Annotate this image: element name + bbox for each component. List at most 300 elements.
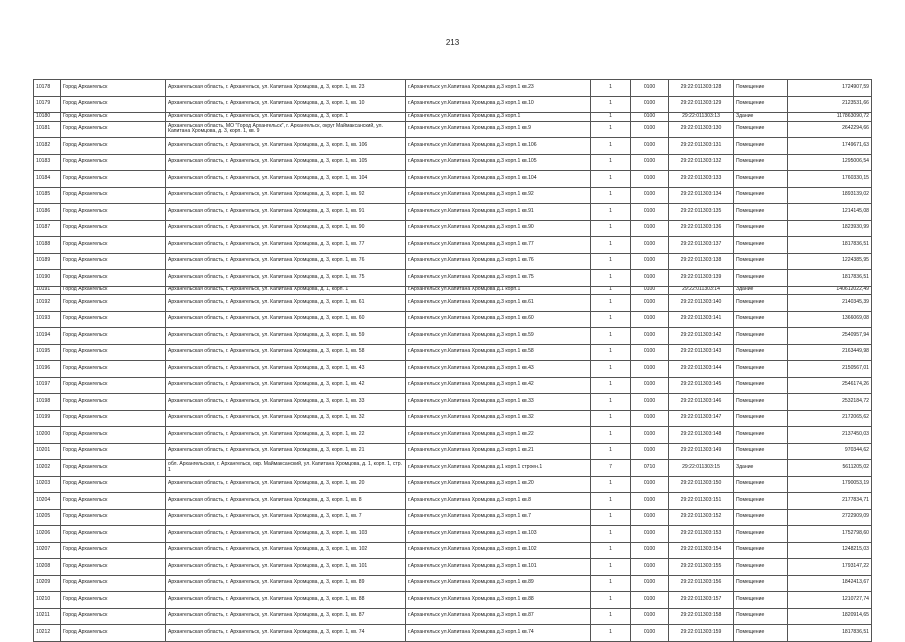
municipality-cell: Город Архангельск — [61, 311, 166, 328]
municipality-cell: Город Архангельск — [61, 253, 166, 270]
row-id-cell: 10194 — [34, 328, 61, 345]
cadastral-value-cell: 2546174,26 — [788, 377, 872, 394]
short-address-cell: г.Архангельск ул.Капитана Хромцова д.3 корп.1 кв.59 — [406, 328, 591, 345]
object-type-cell: Здание — [734, 286, 788, 295]
object-type-cell: Помещение — [734, 526, 788, 543]
full-address-cell: Архангельская область, г. Архангельск, ул. Капитана Хромцова, д. 3, корп. 1, кв. 43 — [166, 361, 406, 378]
table-row — [34, 270, 872, 287]
object-type-cell: Помещение — [734, 121, 788, 138]
quantity-cell: 1 — [591, 542, 631, 559]
quantity-cell: 1 — [591, 394, 631, 411]
cadastral-value-cell: 1248215,03 — [788, 542, 872, 559]
object-type-cell: Помещение — [734, 96, 788, 113]
short-address-cell: г.Архангельск ул.Капитана Хромцова д.3 корп.1 кв.103 — [406, 526, 591, 543]
full-address-cell: Архангельская область, г. Архангельск, ул. Капитана Хромцова, д. 3, корп. 1, кв. 22 — [166, 427, 406, 444]
cadastral-value-cell: 2540957,94 — [788, 328, 872, 345]
table-row — [34, 443, 872, 460]
row-id-cell: 10195 — [34, 344, 61, 361]
municipality-cell: Город Архангельск — [61, 509, 166, 526]
row-id-cell: 10186 — [34, 204, 61, 221]
full-address-cell: Архангельская область, г. Архангельск, ул. Капитана Хромцова, д. 3, корп. 1, кв. 32 — [166, 410, 406, 427]
full-address-cell: обл. Архангельская, г. Архангельск, окр. Маймаксанский, ул. Капитана Хромцова, д. 1, корп. 1, стр. 1 — [166, 460, 406, 477]
short-address-cell: г.Архангельск ул.Капитана Хромцова д.3 корп.1 кв.43 — [406, 361, 591, 378]
object-type-cell: Помещение — [734, 344, 788, 361]
short-address-cell: г.Архангельск ул.Капитана Хромцова д.3 корп.1 кв.77 — [406, 237, 591, 254]
object-type-cell: Помещение — [734, 559, 788, 576]
cadastral-value-cell: 117863090,72 — [788, 113, 872, 122]
municipality-cell: Город Архангельск — [61, 154, 166, 171]
cadastral-value-cell: 1295006,54 — [788, 154, 872, 171]
quantity-cell: 1 — [591, 526, 631, 543]
object-type-cell: Помещение — [734, 270, 788, 287]
code-cell: 0100 — [631, 625, 669, 642]
short-address-cell: г.Архангельск ул.Капитана Хромцова д.3 корп.1 кв.102 — [406, 542, 591, 559]
quantity-cell: 1 — [591, 121, 631, 138]
object-type-cell: Помещение — [734, 171, 788, 188]
cadastral-value-cell: 1210727,74 — [788, 592, 872, 609]
short-address-cell: г.Архангельск ул.Капитана Хромцова д.3 корп.1 кв.32 — [406, 410, 591, 427]
quantity-cell: 1 — [591, 509, 631, 526]
short-address-cell: г.Архангельск ул.Капитана Хромцова д.3 корп.1 кв.87 — [406, 608, 591, 625]
table-row — [34, 526, 872, 543]
full-address-cell: Архангельская область, г. Архангельск, ул. Капитана Хромцова, д. 3, корп. 1, кв. 76 — [166, 253, 406, 270]
row-id-cell: 10197 — [34, 377, 61, 394]
code-cell: 0100 — [631, 138, 669, 155]
row-id-cell: 10209 — [34, 575, 61, 592]
cadastral-value-cell: 2532184,72 — [788, 394, 872, 411]
code-cell: 0100 — [631, 121, 669, 138]
cadastral-number-cell: 29:22:011303:15 — [669, 460, 734, 477]
cadastral-number-cell: 29:22:011303:157 — [669, 592, 734, 609]
full-address-cell: Архангельская область, г. Архангельск, ул. Капитана Хромцова, д. 3, корп. 1, кв. 59 — [166, 328, 406, 345]
cadastral-value-cell: 1214145,08 — [788, 204, 872, 221]
row-id-cell: 10198 — [34, 394, 61, 411]
row-id-cell: 10180 — [34, 113, 61, 122]
quantity-cell: 1 — [591, 493, 631, 510]
cadastral-value-cell: 1823930,99 — [788, 220, 872, 237]
cadastral-value-cell: 2123531,66 — [788, 96, 872, 113]
code-cell: 0100 — [631, 377, 669, 394]
full-address-cell: Архангельская область, г. Архангельск, ул. Капитана Хромцова, д. 3, корп. 1, кв. 75 — [166, 270, 406, 287]
full-address-cell: Архангельская область, г. Архангельск, ул. Капитана Хромцова, д. 3, корп. 1, кв. 104 — [166, 171, 406, 188]
cadastral-number-cell: 29:22:011303:131 — [669, 138, 734, 155]
code-cell: 0100 — [631, 253, 669, 270]
table-row — [34, 427, 872, 444]
code-cell: 0100 — [631, 311, 669, 328]
full-address-cell: Архангельская область, г. Архангельск, ул. Капитана Хромцова, д. 3, корп. 1, кв. 89 — [166, 575, 406, 592]
municipality-cell: Город Архангельск — [61, 361, 166, 378]
short-address-cell: г.Архангельск ул.Капитана Хромцова д.1 корп.1 строен.1 — [406, 460, 591, 477]
table-row — [34, 559, 872, 576]
cadastral-value-cell: 2177834,71 — [788, 493, 872, 510]
full-address-cell: Архангельская область, г. Архангельск, ул. Капитана Хромцова, д. 3, корп. 1, кв. 7 — [166, 509, 406, 526]
short-address-cell: г.Архангельск ул.Капитана Хромцова д.3 корп.1 кв.74 — [406, 625, 591, 642]
object-type-cell: Помещение — [734, 493, 788, 510]
cadastral-number-cell: 29:22:011303:137 — [669, 237, 734, 254]
code-cell: 0100 — [631, 80, 669, 97]
code-cell: 0100 — [631, 220, 669, 237]
table-row — [34, 509, 872, 526]
full-address-cell: Архангельская область, г. Архангельск, ул. Капитана Хромцова, д. 3, корп. 1, кв. 23 — [166, 80, 406, 97]
cadastral-number-cell: 29:22:011303:139 — [669, 270, 734, 287]
table-row — [34, 80, 872, 97]
object-type-cell: Здание — [734, 460, 788, 477]
municipality-cell: Город Архангельск — [61, 204, 166, 221]
quantity-cell: 1 — [591, 575, 631, 592]
code-cell: 0100 — [631, 542, 669, 559]
row-id-cell: 10189 — [34, 253, 61, 270]
short-address-cell: г.Архангельск ул.Капитана Хромцова д.3 корп.1 кв.91 — [406, 204, 591, 221]
short-address-cell: г.Архангельск ул.Капитана Хромцова д.3 корп.1 кв.21 — [406, 443, 591, 460]
full-address-cell: Архангельская область, г. Архангельск, ул. Капитана Хромцова, д. 3, корп. 1, кв. 91 — [166, 204, 406, 221]
registry-table — [33, 79, 872, 642]
municipality-cell: Город Архангельск — [61, 270, 166, 287]
registry-rows — [34, 80, 872, 642]
cadastral-value-cell: 970344,62 — [788, 443, 872, 460]
cadastral-number-cell: 29:22:011303:13 — [669, 113, 734, 122]
row-id-cell: 10183 — [34, 154, 61, 171]
cadastral-number-cell: 29:22:011303:132 — [669, 154, 734, 171]
short-address-cell: г.Архангельск ул.Капитана Хромцова д.3 корп.1 кв.89 — [406, 575, 591, 592]
short-address-cell: г.Архангельск ул.Капитана Хромцова д.3 корп.1 кв.75 — [406, 270, 591, 287]
object-type-cell: Помещение — [734, 138, 788, 155]
table-row — [34, 138, 872, 155]
code-cell: 0100 — [631, 204, 669, 221]
cadastral-number-cell: 29:22:011303:152 — [669, 509, 734, 526]
table-row — [34, 220, 872, 237]
municipality-cell: Город Архангельск — [61, 96, 166, 113]
row-id-cell: 10200 — [34, 427, 61, 444]
object-type-cell: Помещение — [734, 377, 788, 394]
full-address-cell: Архангельская область, г. Архангельск, ул. Капитана Хромцова, д. 3, корп. 1, кв. 58 — [166, 344, 406, 361]
full-address-cell: Архангельская область, г. Архангельск, ул. Капитана Хромцова, д. 3, корп. 1, кв. 60 — [166, 311, 406, 328]
quantity-cell: 1 — [591, 625, 631, 642]
short-address-cell: г.Архангельск ул.Капитана Хромцова д.3 корп.1 кв.42 — [406, 377, 591, 394]
cadastral-value-cell: 1760330,15 — [788, 171, 872, 188]
full-address-cell: Архангельская область, г. Архангельск, ул. Капитана Хромцова, д. 3, корп. 1, кв. 8 — [166, 493, 406, 510]
row-id-cell: 10190 — [34, 270, 61, 287]
cadastral-number-cell: 29:22:011303:144 — [669, 361, 734, 378]
table-row — [34, 187, 872, 204]
cadastral-number-cell: 29:22:011303:147 — [669, 410, 734, 427]
cadastral-value-cell: 1817836,51 — [788, 625, 872, 642]
cadastral-value-cell: 5611205,02 — [788, 460, 872, 477]
table-row — [34, 575, 872, 592]
municipality-cell: Город Архангельск — [61, 171, 166, 188]
cadastral-number-cell: 29:22:011303:134 — [669, 187, 734, 204]
cadastral-number-cell: 29:22:011303:130 — [669, 121, 734, 138]
code-cell: 0100 — [631, 361, 669, 378]
full-address-cell: Архангельская область, г. Архангельск, ул. Капитана Хромцова, д. 1, корп. 1 — [166, 286, 406, 295]
cadastral-number-cell: 29:22:011303:145 — [669, 377, 734, 394]
object-type-cell: Помещение — [734, 187, 788, 204]
municipality-cell: Город Архангельск — [61, 575, 166, 592]
municipality-cell: Город Архангельск — [61, 237, 166, 254]
row-id-cell: 10182 — [34, 138, 61, 155]
row-id-cell: 10191 — [34, 286, 61, 295]
object-type-cell: Помещение — [734, 608, 788, 625]
municipality-cell: Город Архангельск — [61, 608, 166, 625]
table-row — [34, 237, 872, 254]
quantity-cell: 1 — [591, 80, 631, 97]
code-cell: 0100 — [631, 410, 669, 427]
short-address-cell: г.Архангельск ул.Капитана Хромцова д.3 корп.1 кв.10 — [406, 96, 591, 113]
cadastral-value-cell: 1793147,22 — [788, 559, 872, 576]
quantity-cell: 1 — [591, 138, 631, 155]
quantity-cell: 1 — [591, 311, 631, 328]
short-address-cell: г.Архангельск ул.Капитана Хромцова д.3 корп.1 кв.92 — [406, 187, 591, 204]
short-address-cell: г.Архангельск ул.Капитана Хромцова д.3 корп.1 кв.22 — [406, 427, 591, 444]
cadastral-number-cell: 29:22:011303:153 — [669, 526, 734, 543]
object-type-cell: Помещение — [734, 443, 788, 460]
table-row — [34, 154, 872, 171]
table-row — [34, 625, 872, 642]
short-address-cell: г.Архангельск ул.Капитана Хромцова д.3 корп.1 кв.58 — [406, 344, 591, 361]
cadastral-number-cell: 29:22:011303:129 — [669, 96, 734, 113]
quantity-cell: 1 — [591, 608, 631, 625]
municipality-cell: Город Архангельск — [61, 625, 166, 642]
municipality-cell: Город Архангельск — [61, 542, 166, 559]
short-address-cell: г.Архангельск ул.Капитана Хромцова д.3 корп.1 кв.23 — [406, 80, 591, 97]
object-type-cell: Помещение — [734, 328, 788, 345]
code-cell: 0100 — [631, 394, 669, 411]
short-address-cell: г.Архангельск ул.Капитана Хромцова д.3 корп.1 кв.60 — [406, 311, 591, 328]
object-type-cell: Помещение — [734, 427, 788, 444]
table-row — [34, 410, 872, 427]
code-cell: 0100 — [631, 493, 669, 510]
short-address-cell: г.Архангельск ул.Капитана Хромцова д.3 корп.1 кв.76 — [406, 253, 591, 270]
full-address-cell: Архангельская область, г. Архангельск, ул. Капитана Хромцова, д. 3, корп. 1, кв. 21 — [166, 443, 406, 460]
cadastral-number-cell: 29:22:011303:146 — [669, 394, 734, 411]
table-row — [34, 311, 872, 328]
full-address-cell: Архангельская область, г. Архангельск, ул. Капитана Хромцова, д. 3, корп. 1, кв. 103 — [166, 526, 406, 543]
municipality-cell: Город Архангельск — [61, 394, 166, 411]
row-id-cell: 10204 — [34, 493, 61, 510]
row-id-cell: 10211 — [34, 608, 61, 625]
code-cell: 0100 — [631, 526, 669, 543]
table-row — [34, 121, 872, 138]
municipality-cell: Город Архангельск — [61, 113, 166, 122]
full-address-cell: Архангельская область, г. Архангельск, ул. Капитана Хромцова, д. 3, корп. 1, кв. 61 — [166, 295, 406, 312]
object-type-cell: Помещение — [734, 80, 788, 97]
object-type-cell: Помещение — [734, 575, 788, 592]
short-address-cell: г.Архангельск ул.Капитана Хромцова д.3 корп.1 кв.105 — [406, 154, 591, 171]
table-row — [34, 253, 872, 270]
table-row — [34, 113, 872, 122]
row-id-cell: 10206 — [34, 526, 61, 543]
table-row — [34, 460, 872, 477]
row-id-cell: 10196 — [34, 361, 61, 378]
full-address-cell: Архангельская область, г. Архангельск, ул. Капитана Хромцова, д. 3, корп. 1, кв. 90 — [166, 220, 406, 237]
short-address-cell: г.Архангельск ул.Капитана Хромцова д.3 корп.1 — [406, 113, 591, 122]
full-address-cell: Архангельская область, г. Архангельск, ул. Капитана Хромцова, д. 3, корп. 1, кв. 42 — [166, 377, 406, 394]
table-row — [34, 96, 872, 113]
page-number: 213 — [445, 38, 460, 47]
code-cell: 0100 — [631, 509, 669, 526]
code-cell: 0100 — [631, 592, 669, 609]
row-id-cell: 10199 — [34, 410, 61, 427]
code-cell: 0100 — [631, 171, 669, 188]
short-address-cell: г.Архангельск ул.Капитана Хромцова д.3 корп.1 кв.101 — [406, 559, 591, 576]
quantity-cell: 1 — [591, 443, 631, 460]
municipality-cell: Город Архангельск — [61, 493, 166, 510]
short-address-cell: г.Архангельск ул.Капитана Хромцова д.3 корп.1 кв.20 — [406, 476, 591, 493]
municipality-cell: Город Архангельск — [61, 476, 166, 493]
full-address-cell: Архангельская область, г. Архангельск, ул. Капитана Хромцова, д. 3, корп. 1, кв. 87 — [166, 608, 406, 625]
cadastral-value-cell: 2137450,03 — [788, 427, 872, 444]
row-id-cell: 10181 — [34, 121, 61, 138]
short-address-cell: г.Архангельск ул.Капитана Хромцова д.3 корп.1 кв.8 — [406, 493, 591, 510]
cadastral-value-cell: 1817836,51 — [788, 270, 872, 287]
row-id-cell: 10185 — [34, 187, 61, 204]
code-cell: 0100 — [631, 476, 669, 493]
full-address-cell: Архангельская область, МО "Город Архангельск", г. Архангельск, округ Маймаксанский, ул. Капитана Хромцова, д. 3, корп. 1, кв. 9 — [166, 121, 406, 138]
code-cell: 0100 — [631, 113, 669, 122]
full-address-cell: Архангельская область, г. Архангельск, ул. Капитана Хромцова, д. 3, корп. 1, кв. 102 — [166, 542, 406, 559]
row-id-cell: 10192 — [34, 295, 61, 312]
cadastral-value-cell: 2172065,62 — [788, 410, 872, 427]
object-type-cell: Помещение — [734, 237, 788, 254]
municipality-cell: Город Архангельск — [61, 377, 166, 394]
object-type-cell: Помещение — [734, 204, 788, 221]
code-cell: 0100 — [631, 344, 669, 361]
code-cell: 0100 — [631, 237, 669, 254]
cadastral-value-cell: 2722909,09 — [788, 509, 872, 526]
cadastral-number-cell: 29:22:011303:158 — [669, 608, 734, 625]
cadastral-value-cell: 2140345,39 — [788, 295, 872, 312]
full-address-cell: Архангельская область, г. Архангельск, ул. Капитана Хромцова, д. 3, корп. 1, кв. 92 — [166, 187, 406, 204]
cadastral-number-cell: 29:22:011303:141 — [669, 311, 734, 328]
cadastral-number-cell: 29:22:011303:156 — [669, 575, 734, 592]
cadastral-value-cell: 1790053,19 — [788, 476, 872, 493]
cadastral-value-cell: 2642294,66 — [788, 121, 872, 138]
full-address-cell: Архангельская область, г. Архангельск, ул. Капитана Хромцова, д. 3, корп. 1, кв. 33 — [166, 394, 406, 411]
quantity-cell: 1 — [591, 154, 631, 171]
cadastral-value-cell: 1724907,59 — [788, 80, 872, 97]
row-id-cell: 10193 — [34, 311, 61, 328]
municipality-cell: Город Архангельск — [61, 427, 166, 444]
object-type-cell: Помещение — [734, 592, 788, 609]
cadastral-number-cell: 29:22:011303:140 — [669, 295, 734, 312]
cadastral-value-cell: 1842413,67 — [788, 575, 872, 592]
short-address-cell: г.Архангельск ул.Капитана Хромцова д.3 корп.1 кв.33 — [406, 394, 591, 411]
cadastral-value-cell: 140612022,49 — [788, 286, 872, 295]
cadastral-number-cell: 29:22:011303:154 — [669, 542, 734, 559]
row-id-cell: 10203 — [34, 476, 61, 493]
quantity-cell: 1 — [591, 171, 631, 188]
quantity-cell: 1 — [591, 427, 631, 444]
table-row — [34, 171, 872, 188]
municipality-cell: Город Архангельск — [61, 286, 166, 295]
code-cell: 0100 — [631, 328, 669, 345]
quantity-cell: 1 — [591, 253, 631, 270]
row-id-cell: 10188 — [34, 237, 61, 254]
municipality-cell: Город Архангельск — [61, 295, 166, 312]
quantity-cell: 1 — [591, 295, 631, 312]
short-address-cell: г.Архангельск ул.Капитана Хромцова д.3 корп.1 кв.88 — [406, 592, 591, 609]
code-cell: 0100 — [631, 427, 669, 444]
table-row — [34, 295, 872, 312]
quantity-cell: 7 — [591, 460, 631, 477]
cadastral-number-cell: 29:22:011303:135 — [669, 204, 734, 221]
code-cell: 0710 — [631, 460, 669, 477]
municipality-cell: Город Архангельск — [61, 559, 166, 576]
code-cell: 0100 — [631, 608, 669, 625]
full-address-cell: Архангельская область, г. Архангельск, ул. Капитана Хромцова, д. 3, корп. 1, кв. 106 — [166, 138, 406, 155]
short-address-cell: г.Архангельск ул.Капитана Хромцова д.3 корп.1 кв.9 — [406, 121, 591, 138]
cadastral-number-cell: 29:22:011303:155 — [669, 559, 734, 576]
table-row — [34, 377, 872, 394]
row-id-cell: 10207 — [34, 542, 61, 559]
object-type-cell: Помещение — [734, 154, 788, 171]
quantity-cell: 1 — [591, 377, 631, 394]
cadastral-value-cell: 1817836,51 — [788, 237, 872, 254]
quantity-cell: 1 — [591, 476, 631, 493]
row-id-cell: 10187 — [34, 220, 61, 237]
municipality-cell: Город Архангельск — [61, 220, 166, 237]
table-row — [34, 344, 872, 361]
table-row — [34, 328, 872, 345]
cadastral-number-cell: 29:22:011303:151 — [669, 493, 734, 510]
code-cell: 0100 — [631, 295, 669, 312]
table-row — [34, 608, 872, 625]
short-address-cell: г.Архангельск ул.Капитана Хромцова д.3 корп.1 кв.104 — [406, 171, 591, 188]
quantity-cell: 1 — [591, 344, 631, 361]
object-type-cell: Помещение — [734, 410, 788, 427]
quantity-cell: 1 — [591, 187, 631, 204]
object-type-cell: Помещение — [734, 476, 788, 493]
cadastral-number-cell: 29:22:011303:150 — [669, 476, 734, 493]
full-address-cell: Архангельская область, г. Архангельск, ул. Капитана Хромцова, д. 3, корп. 1, кв. 105 — [166, 154, 406, 171]
code-cell: 0100 — [631, 286, 669, 295]
cadastral-value-cell: 1749671,63 — [788, 138, 872, 155]
row-id-cell: 10212 — [34, 625, 61, 642]
full-address-cell: Архангельская область, г. Архангельск, ул. Капитана Хромцова, д. 3, корп. 1, кв. 20 — [166, 476, 406, 493]
quantity-cell: 1 — [591, 559, 631, 576]
short-address-cell: г.Архангельск ул.Капитана Хромцова д.3 корп.1 кв.61 — [406, 295, 591, 312]
quantity-cell: 1 — [591, 270, 631, 287]
full-address-cell: Архангельская область, г. Архангельск, ул. Капитана Хромцова, д. 3, корп. 1, кв. 88 — [166, 592, 406, 609]
municipality-cell: Город Архангельск — [61, 121, 166, 138]
municipality-cell: Город Архангельск — [61, 592, 166, 609]
municipality-cell: Город Архангельск — [61, 443, 166, 460]
quantity-cell: 1 — [591, 592, 631, 609]
code-cell: 0100 — [631, 154, 669, 171]
table-row — [34, 204, 872, 221]
quantity-cell: 1 — [591, 220, 631, 237]
code-cell: 0100 — [631, 187, 669, 204]
quantity-cell: 1 — [591, 328, 631, 345]
code-cell: 0100 — [631, 270, 669, 287]
cadastral-number-cell: 29:22:011303:133 — [669, 171, 734, 188]
cadastral-number-cell: 29:22:011303:148 — [669, 427, 734, 444]
cadastral-value-cell: 2163449,98 — [788, 344, 872, 361]
full-address-cell: Архангельская область, г. Архангельск, ул. Капитана Хромцова, д. 3, корп. 1, кв. 74 — [166, 625, 406, 642]
object-type-cell: Помещение — [734, 295, 788, 312]
cadastral-number-cell: 29:22:011303:136 — [669, 220, 734, 237]
full-address-cell: Архангельская область, г. Архангельск, ул. Капитана Хромцова, д. 3, корп. 1, кв. 77 — [166, 237, 406, 254]
cadastral-number-cell: 29:22:011303:128 — [669, 80, 734, 97]
row-id-cell: 10202 — [34, 460, 61, 477]
cadastral-value-cell: 2150567,01 — [788, 361, 872, 378]
table-row — [34, 361, 872, 378]
row-id-cell: 10178 — [34, 80, 61, 97]
object-type-cell: Помещение — [734, 253, 788, 270]
object-type-cell: Помещение — [734, 509, 788, 526]
quantity-cell: 1 — [591, 96, 631, 113]
table-row — [34, 394, 872, 411]
quantity-cell: 1 — [591, 113, 631, 122]
